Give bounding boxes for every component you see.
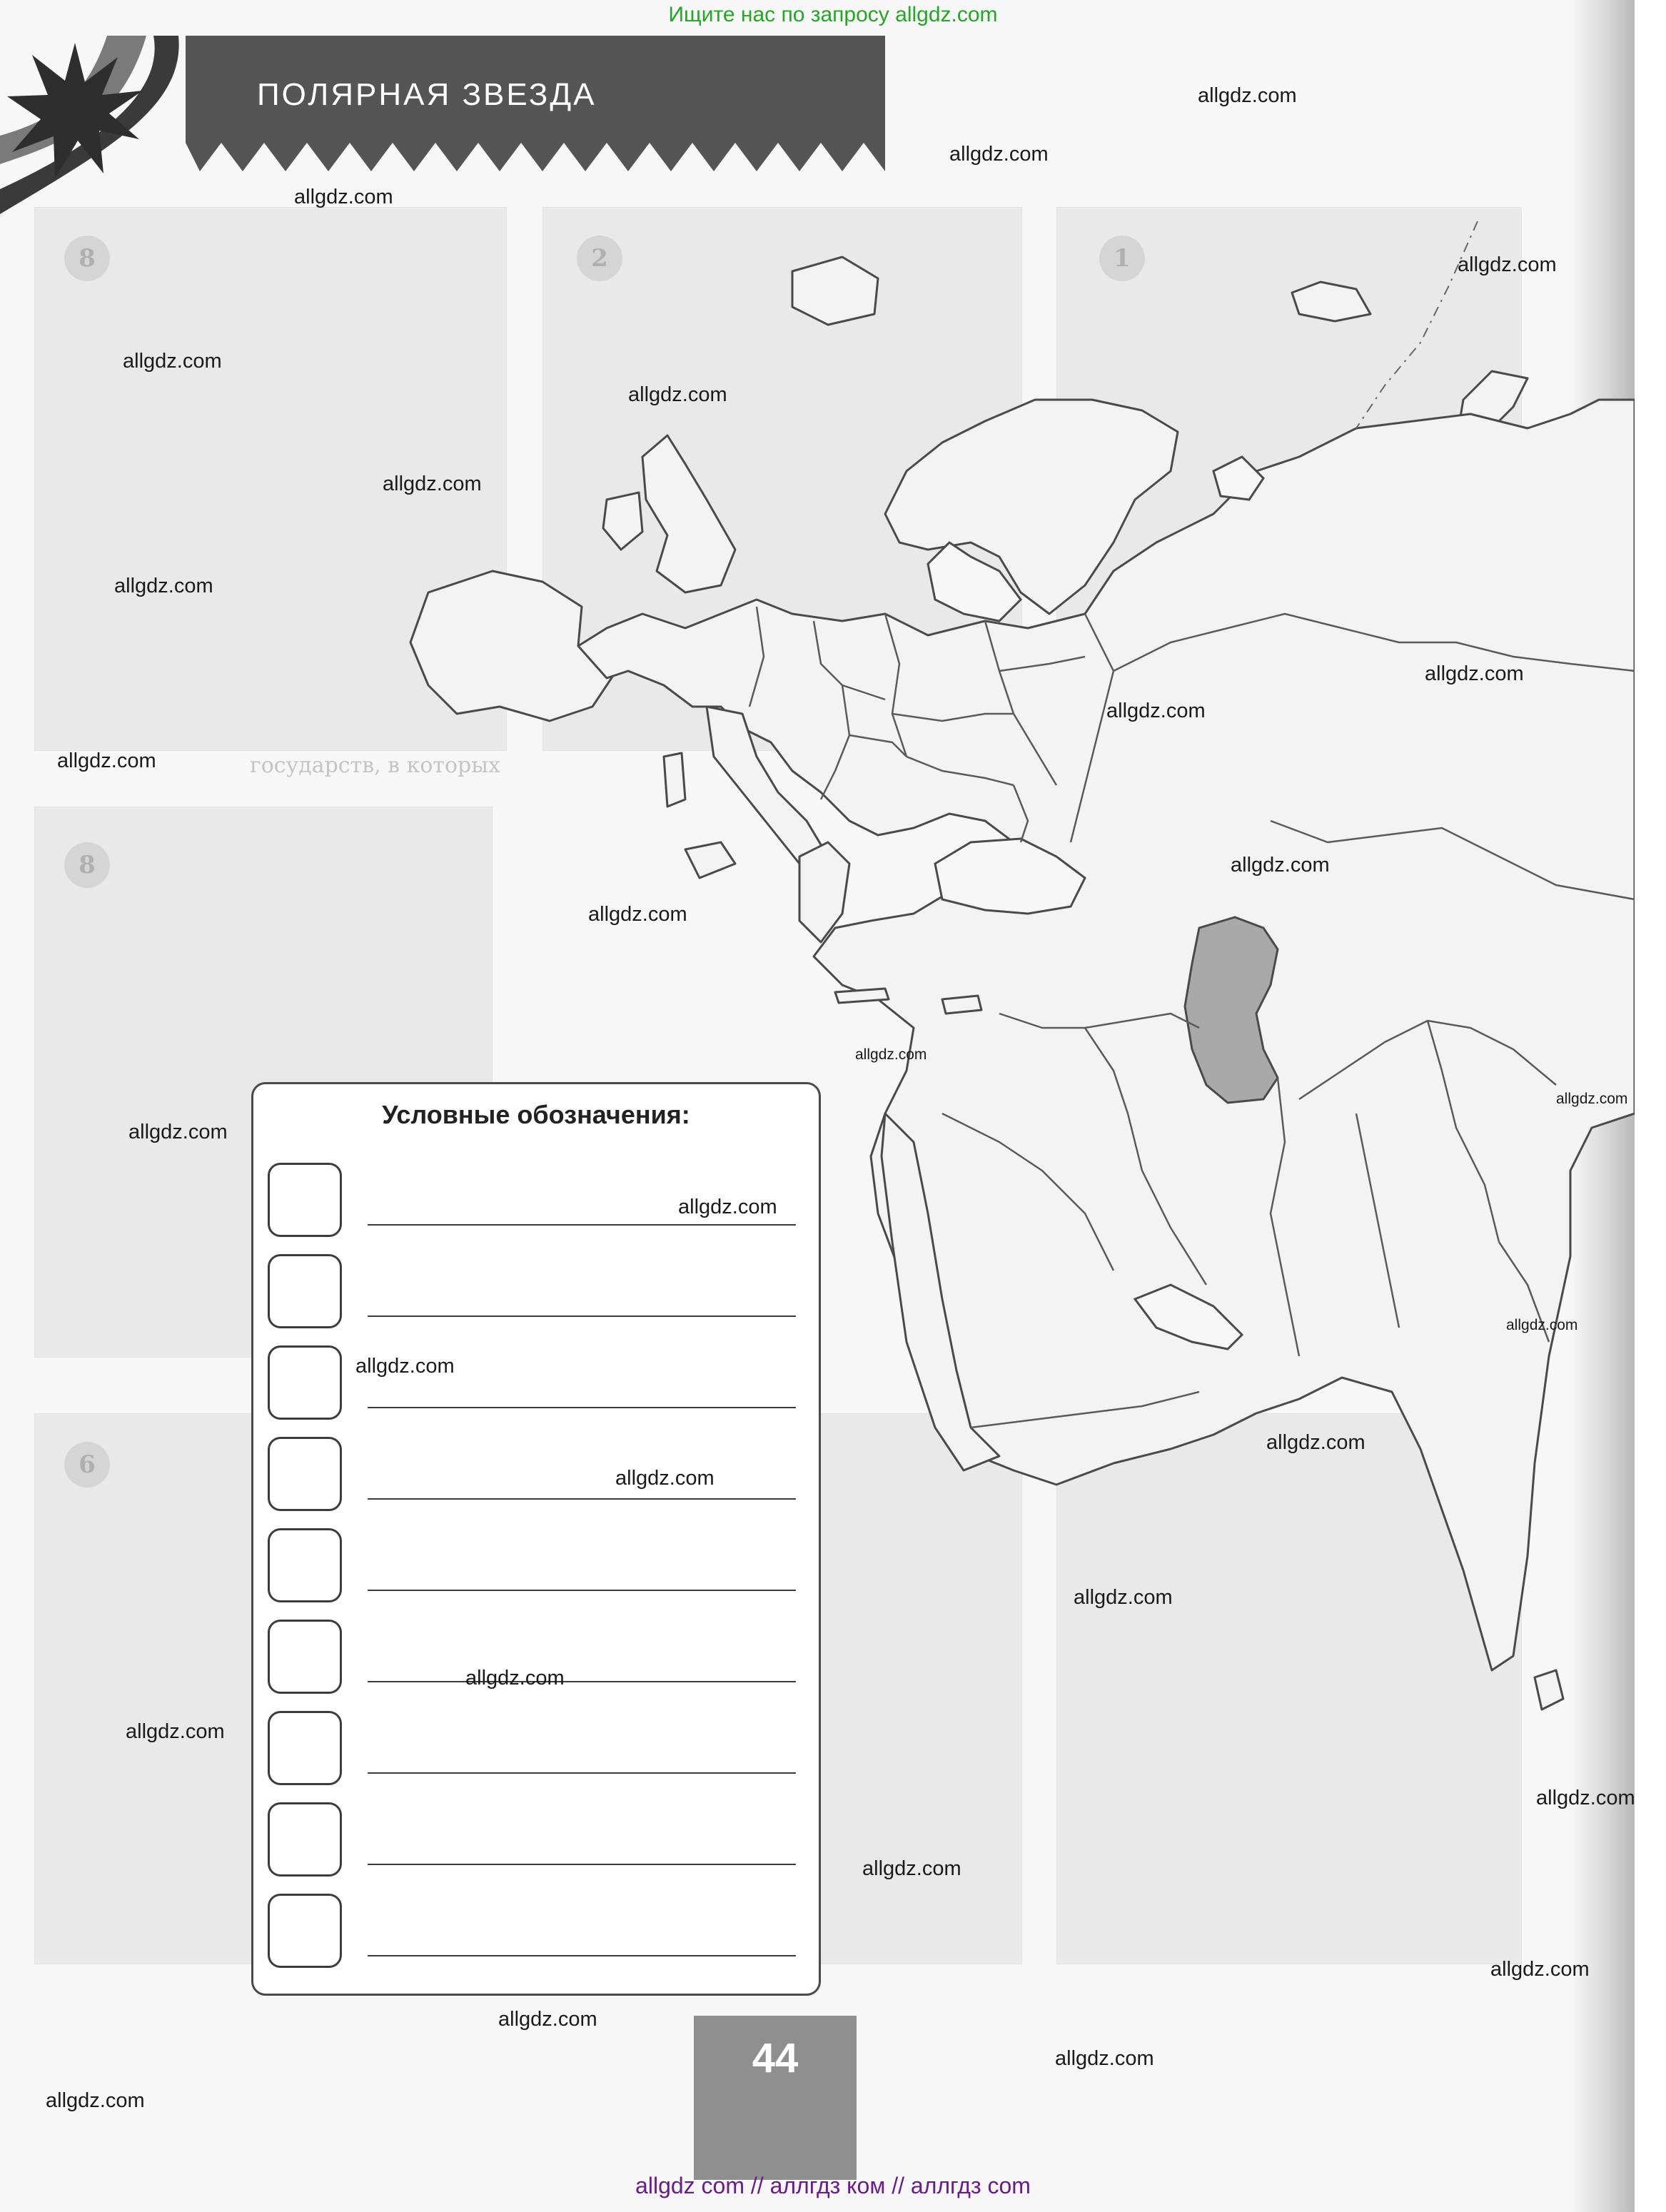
watermark: allgdz.com — [862, 1857, 961, 1880]
watermark: allgdz.com — [1506, 1317, 1578, 1333]
legend-label-line[interactable] — [368, 1224, 796, 1226]
legend-symbol-box[interactable] — [268, 1345, 342, 1420]
watermark: allgdz.com — [128, 1121, 228, 1143]
watermark: allgdz.com — [1266, 1431, 1365, 1454]
watermark: allgdz.com — [1055, 2047, 1154, 2070]
top-search-notice[interactable]: Ищите нас по запросу allgdz.com — [668, 3, 998, 26]
watermark: allgdz.com — [1556, 1091, 1628, 1107]
legend-symbol-box[interactable] — [268, 1711, 342, 1785]
legend-symbol-box[interactable] — [268, 1528, 342, 1602]
watermark: allgdz.com — [1231, 854, 1330, 877]
ghost-number-1: 8 — [64, 236, 110, 281]
legend-row — [268, 1894, 796, 1972]
map-land-sri-lanka — [1535, 1670, 1563, 1709]
legend-row — [268, 1345, 796, 1424]
watermark: allgdz.com — [949, 143, 1049, 166]
watermark: allgdz.com — [126, 1720, 225, 1743]
watermark: allgdz.com — [1198, 84, 1297, 107]
legend-symbol-box[interactable] — [268, 1620, 342, 1694]
legend-row — [268, 1254, 796, 1333]
legend-label-line[interactable] — [368, 1315, 796, 1317]
map-land-crete — [835, 989, 889, 1003]
watermark: allgdz.com — [678, 1196, 777, 1218]
map-land-sicily — [685, 842, 735, 878]
bottom-site-notice[interactable]: allgdz com // аллгдз ком // аллгдз com — [635, 2173, 1031, 2198]
watermark: allgdz.com — [1490, 1958, 1590, 1981]
ghost-number-5: 6 — [64, 1442, 110, 1488]
legend-symbol-box[interactable] — [268, 1802, 342, 1877]
watermark: allgdz.com — [1106, 700, 1206, 722]
watermark: allgdz.com — [57, 749, 156, 772]
ghost-number-2: 2 — [577, 236, 622, 281]
legend-row — [268, 1711, 796, 1789]
legend-label-line[interactable] — [368, 1590, 796, 1591]
legend-symbol-box[interactable] — [268, 1894, 342, 1968]
legend-label-line[interactable] — [368, 1498, 796, 1500]
page-number: 44 — [694, 2016, 857, 2180]
ghost-number-4: 8 — [64, 842, 110, 888]
legend-row — [268, 1528, 796, 1607]
legend-label-line[interactable] — [368, 1772, 796, 1774]
watermark: allgdz.com — [465, 1667, 565, 1690]
legend-symbol-box[interactable] — [268, 1437, 342, 1511]
legend-symbol-box[interactable] — [268, 1254, 342, 1328]
legend-row — [268, 1802, 796, 1881]
legend-row — [268, 1437, 796, 1515]
ghost-text-1: государств, в которых — [250, 753, 501, 778]
map-land-great-britain — [642, 435, 735, 592]
legend-label-line[interactable] — [368, 1407, 796, 1408]
map-land-ireland — [603, 493, 642, 550]
watermark: allgdz.com — [123, 350, 222, 373]
map-land-sardinia — [664, 753, 685, 807]
map-land-iceland — [792, 257, 878, 325]
legend-label-line[interactable] — [368, 1681, 796, 1682]
map-land-cyprus — [942, 996, 981, 1014]
map-maritime-boundary — [1356, 221, 1478, 428]
watermark: allgdz.com — [498, 2008, 597, 2031]
watermark: allgdz.com — [46, 2089, 145, 2112]
watermark: allgdz.com — [1425, 662, 1524, 685]
watermark: allgdz.com — [355, 1355, 455, 1378]
legend-label-line[interactable] — [368, 1955, 796, 1956]
watermark: allgdz.com — [1458, 253, 1557, 276]
watermark: allgdz.com — [855, 1046, 927, 1063]
map-land-svalbard — [1292, 282, 1370, 321]
watermark: allgdz.com — [628, 383, 727, 406]
header-title: ПОЛЯРНАЯ ЗВЕЗДА — [257, 77, 597, 112]
watermark: allgdz.com — [114, 575, 213, 597]
watermark: allgdz.com — [615, 1467, 715, 1490]
legend-symbol-box[interactable] — [268, 1163, 342, 1237]
watermark: allgdz.com — [294, 186, 393, 208]
watermark: allgdz.com — [383, 473, 482, 495]
watermark: allgdz.com — [588, 903, 687, 926]
watermark: allgdz.com — [1536, 1787, 1635, 1809]
legend-label-line[interactable] — [368, 1864, 796, 1865]
watermark: allgdz.com — [1074, 1586, 1173, 1609]
legend-title: Условные обозначения: — [382, 1100, 690, 1129]
ghost-number-3: 1 — [1099, 236, 1145, 281]
legend — [251, 1082, 821, 1996]
